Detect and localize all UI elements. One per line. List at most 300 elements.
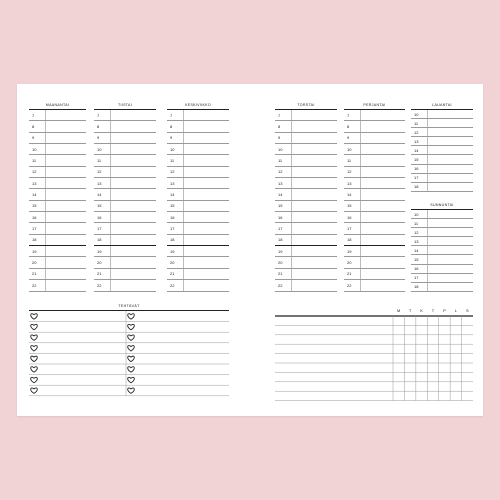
heart-checkbox-icon[interactable] — [31, 377, 38, 382]
row-divider — [427, 183, 428, 191]
row-divider — [110, 155, 111, 165]
hour-label: 19 — [32, 248, 37, 254]
hour-row — [344, 178, 405, 189]
hour-row — [411, 219, 473, 228]
hour-label: 8 — [347, 124, 350, 130]
hour-label: 11 — [170, 158, 175, 164]
row-divider — [427, 255, 428, 263]
hour-row — [411, 283, 473, 292]
hour-row — [167, 133, 229, 144]
hour-label: 15 — [170, 203, 175, 209]
hour-row — [94, 121, 156, 132]
row-divider — [45, 246, 46, 256]
hour-label: 19 — [278, 248, 283, 254]
heart-checkbox-icon[interactable] — [128, 324, 135, 329]
hour-label: 12 — [32, 169, 37, 175]
hour-row — [411, 119, 473, 128]
hour-row — [411, 110, 473, 119]
hour-label: 16 — [170, 214, 175, 220]
day-column-thursday — [275, 101, 337, 292]
hour-label: 10 — [414, 111, 419, 117]
hour-row — [167, 189, 229, 200]
hour-row — [94, 155, 156, 166]
hour-row — [167, 269, 229, 280]
planner-sheet — [17, 84, 483, 416]
hour-label: 21 — [97, 271, 102, 277]
row-divider — [360, 110, 361, 120]
row-divider — [45, 201, 46, 211]
heart-checkbox-icon[interactable] — [128, 377, 135, 382]
hour-label: 20 — [347, 260, 352, 266]
row-divider — [45, 133, 46, 143]
hour-row — [275, 167, 337, 178]
hour-label: 7 — [97, 112, 100, 118]
habit-day-label: S — [465, 308, 469, 313]
hour-label: 17 — [32, 226, 37, 232]
hour-row — [167, 257, 229, 268]
day-column-monday — [29, 101, 86, 292]
hour-row — [275, 269, 337, 280]
hour-row — [29, 178, 86, 189]
row-divider — [291, 133, 292, 143]
hour-label: 14 — [414, 147, 419, 153]
hour-row — [344, 201, 405, 212]
day-title: KESKIVIIKKO — [185, 103, 211, 107]
row-divider — [183, 110, 184, 120]
row-divider — [291, 121, 292, 131]
hour-row — [275, 133, 337, 144]
hour-label: 19 — [97, 248, 102, 254]
row-divider — [183, 269, 184, 279]
row-divider — [360, 201, 361, 211]
row-divider — [45, 223, 46, 233]
hour-label: 14 — [32, 192, 37, 198]
hour-label: 15 — [32, 203, 37, 209]
hour-row — [29, 280, 86, 291]
hour-row — [275, 155, 337, 166]
habit-grid — [275, 306, 473, 401]
hour-label: 22 — [32, 282, 37, 288]
hour-row — [344, 155, 405, 166]
row-divider — [110, 178, 111, 188]
day-column-tuesday — [94, 101, 156, 292]
row-divider — [360, 133, 361, 143]
day-title: LAUANTAI — [432, 103, 452, 107]
hour-row — [275, 189, 337, 200]
hour-row — [29, 201, 86, 212]
hour-row — [94, 246, 156, 257]
hour-label: 15 — [414, 257, 419, 263]
row-divider — [291, 144, 292, 154]
hour-label: 22 — [278, 282, 283, 288]
hour-row — [411, 274, 473, 283]
hour-row — [411, 228, 473, 237]
hour-label: 18 — [32, 237, 37, 243]
hour-row — [167, 144, 229, 155]
row-divider — [427, 110, 428, 118]
row-divider — [45, 212, 46, 222]
hour-row — [167, 201, 229, 212]
row-divider — [291, 246, 292, 256]
row-divider — [183, 155, 184, 165]
day-title: TIISTAI — [117, 103, 132, 107]
row-divider — [427, 246, 428, 254]
row-divider — [360, 257, 361, 267]
hour-row — [275, 212, 337, 223]
heart-checkbox-icon[interactable] — [31, 356, 38, 361]
row-divider — [110, 212, 111, 222]
hour-label: 16 — [278, 214, 283, 220]
todo-section — [29, 302, 229, 397]
row-divider — [360, 167, 361, 177]
hour-label: 16 — [414, 166, 419, 172]
row-divider — [110, 280, 111, 290]
hour-label: 13 — [347, 180, 352, 186]
hour-row — [29, 110, 86, 121]
row-divider — [110, 223, 111, 233]
hour-row — [344, 133, 405, 144]
hour-label: 12 — [97, 169, 102, 175]
hour-label: 18 — [347, 237, 352, 243]
hour-label: 20 — [32, 260, 37, 266]
hour-label: 21 — [32, 271, 37, 277]
row-divider — [45, 189, 46, 199]
hour-label: 10 — [414, 211, 419, 217]
hour-row — [344, 110, 405, 121]
hour-row — [411, 155, 473, 164]
heart-checkbox-icon[interactable] — [128, 346, 135, 351]
row-divider — [183, 280, 184, 290]
hour-label: 16 — [347, 214, 352, 220]
hour-label: 14 — [97, 192, 102, 198]
hour-label: 11 — [414, 120, 419, 126]
hour-label: 15 — [414, 157, 419, 163]
heart-checkbox-icon[interactable] — [128, 388, 135, 393]
hour-label: 17 — [347, 226, 352, 232]
hour-label: 17 — [278, 226, 283, 232]
day-column-friday — [344, 101, 405, 292]
heart-checkbox-icon[interactable] — [31, 324, 38, 329]
row-divider — [110, 269, 111, 279]
heart-checkbox-icon[interactable] — [31, 388, 38, 393]
hour-row — [167, 178, 229, 189]
row-divider — [183, 212, 184, 222]
hour-label: 14 — [414, 247, 419, 253]
hour-rows — [411, 210, 473, 292]
hour-label: 8 — [97, 124, 100, 130]
hour-label: 15 — [347, 203, 352, 209]
hour-label: 9 — [347, 135, 350, 141]
row-divider — [360, 121, 361, 131]
row-divider — [427, 128, 428, 136]
row-divider — [291, 235, 292, 245]
hour-label: 12 — [347, 169, 352, 175]
hour-rows — [344, 110, 405, 292]
hour-label: 12 — [170, 169, 175, 175]
row-divider — [427, 237, 428, 245]
hour-label: 18 — [97, 237, 102, 243]
hour-row — [411, 237, 473, 246]
heart-checkbox-icon[interactable] — [128, 367, 135, 372]
hour-label: 8 — [170, 124, 173, 130]
hour-label: 17 — [170, 226, 175, 232]
row-divider — [110, 246, 111, 256]
hour-row — [344, 144, 405, 155]
hour-row — [411, 174, 473, 183]
hour-row — [29, 235, 86, 246]
hour-row — [167, 223, 229, 234]
hour-label: 13 — [414, 238, 419, 244]
row-divider — [45, 110, 46, 120]
row-divider — [110, 189, 111, 199]
hour-label: 21 — [170, 271, 175, 277]
hour-label: 11 — [278, 158, 283, 164]
hour-row — [94, 212, 156, 223]
row-divider — [45, 257, 46, 267]
hour-row — [94, 167, 156, 178]
hour-row — [29, 257, 86, 268]
hour-rows — [275, 110, 337, 292]
hour-label: 8 — [32, 124, 35, 130]
row-divider — [45, 235, 46, 245]
habit-day-label: T — [431, 308, 435, 313]
hour-label: 21 — [278, 271, 283, 277]
hour-row — [94, 189, 156, 200]
row-divider — [183, 144, 184, 154]
row-divider — [291, 178, 292, 188]
row-divider — [110, 144, 111, 154]
row-divider — [360, 189, 361, 199]
row-divider — [45, 167, 46, 177]
hour-row — [411, 165, 473, 174]
heart-checkbox-icon[interactable] — [31, 314, 38, 319]
hour-label: 8 — [278, 124, 281, 130]
hour-label: 10 — [32, 146, 37, 152]
row-divider — [110, 257, 111, 267]
hour-label: 13 — [170, 180, 175, 186]
row-divider — [183, 246, 184, 256]
hour-row — [29, 189, 86, 200]
hour-label: 15 — [97, 203, 102, 209]
hour-row — [344, 167, 405, 178]
hour-row — [167, 167, 229, 178]
heart-checkbox-icon[interactable] — [128, 356, 135, 361]
hour-row — [275, 223, 337, 234]
hour-label: 9 — [97, 135, 100, 141]
hour-label: 21 — [347, 271, 352, 277]
hour-row — [344, 246, 405, 257]
row-divider — [45, 269, 46, 279]
hour-label: 10 — [97, 146, 102, 152]
hour-row — [94, 110, 156, 121]
todo-grid — [29, 311, 229, 397]
row-divider — [427, 210, 428, 218]
row-divider — [360, 235, 361, 245]
row-divider — [360, 178, 361, 188]
hour-label: 13 — [97, 180, 102, 186]
hour-row — [29, 121, 86, 132]
todo-title: TEHTÄVÄT — [118, 304, 140, 308]
hour-row — [411, 246, 473, 255]
row-divider — [427, 137, 428, 145]
day-title: TORSTAI — [297, 103, 315, 107]
hour-row — [29, 246, 86, 257]
hour-row — [275, 110, 337, 121]
hour-row — [94, 235, 156, 246]
hour-label: 17 — [414, 175, 419, 181]
hour-label: 18 — [414, 284, 419, 290]
row-divider — [427, 165, 428, 173]
day-column-wednesday — [167, 101, 229, 292]
row-divider — [360, 212, 361, 222]
hour-row — [411, 265, 473, 274]
hour-row — [29, 144, 86, 155]
hour-row — [167, 280, 229, 291]
hour-label: 9 — [170, 135, 173, 141]
row-divider — [291, 167, 292, 177]
hour-row — [275, 280, 337, 291]
hour-row — [344, 189, 405, 200]
hour-label: 19 — [170, 248, 175, 254]
hour-row — [29, 212, 86, 223]
row-divider — [360, 280, 361, 290]
habit-tracker — [275, 306, 473, 401]
hour-label: 20 — [170, 260, 175, 266]
row-divider — [360, 144, 361, 154]
hour-row — [29, 133, 86, 144]
hour-row — [94, 280, 156, 291]
todo-rows — [29, 311, 229, 397]
hour-label: 7 — [278, 112, 281, 118]
row-divider — [291, 189, 292, 199]
row-divider — [110, 201, 111, 211]
row-divider — [291, 201, 292, 211]
row-divider — [183, 133, 184, 143]
hour-label: 14 — [170, 192, 175, 198]
hour-row — [167, 121, 229, 132]
row-divider — [45, 121, 46, 131]
day-title: MAANANTAI — [45, 103, 70, 107]
hour-row — [344, 121, 405, 132]
hour-row — [167, 110, 229, 121]
hour-label: 11 — [347, 158, 352, 164]
row-divider — [45, 155, 46, 165]
day-title: PERJANTAI — [363, 103, 386, 107]
hour-label: 15 — [278, 203, 283, 209]
hour-row — [275, 121, 337, 132]
hour-label: 13 — [414, 138, 419, 144]
row-divider — [110, 235, 111, 245]
day-column-saturday — [411, 101, 473, 192]
row-divider — [291, 280, 292, 290]
heart-checkbox-icon[interactable] — [128, 335, 135, 340]
row-divider — [360, 246, 361, 256]
hour-row — [275, 246, 337, 257]
row-divider — [427, 283, 428, 291]
hour-rows — [411, 110, 473, 192]
hour-label: 9 — [278, 135, 281, 141]
hour-row — [275, 201, 337, 212]
hour-row — [167, 235, 229, 246]
hour-row — [411, 128, 473, 137]
hour-label: 22 — [347, 282, 352, 288]
heart-checkbox-icon[interactable] — [31, 367, 38, 372]
hour-label: 17 — [97, 226, 102, 232]
row-divider — [183, 178, 184, 188]
hour-row — [411, 210, 473, 219]
row-divider — [291, 212, 292, 222]
hour-label: 16 — [97, 214, 102, 220]
hour-row — [94, 178, 156, 189]
hour-label: 14 — [347, 192, 352, 198]
hour-label: 10 — [347, 146, 352, 152]
day-title: SUNNUNTAI — [430, 203, 454, 207]
hour-label: 16 — [32, 214, 37, 220]
hour-label: 7 — [170, 112, 173, 118]
hour-row — [275, 235, 337, 246]
hour-row — [94, 257, 156, 268]
row-divider — [183, 167, 184, 177]
hour-row — [29, 155, 86, 166]
hour-row — [344, 235, 405, 246]
hour-label: 19 — [347, 248, 352, 254]
hour-label: 18 — [278, 237, 283, 243]
row-divider — [360, 269, 361, 279]
hour-rows — [29, 110, 86, 292]
row-divider — [110, 167, 111, 177]
habit-day-label: L — [454, 308, 457, 313]
habit-day-label: P — [443, 308, 446, 313]
heart-checkbox-icon[interactable] — [128, 314, 135, 319]
row-divider — [183, 223, 184, 233]
hour-row — [167, 212, 229, 223]
row-divider — [427, 155, 428, 163]
hour-row — [94, 223, 156, 234]
row-divider — [427, 265, 428, 273]
hour-row — [94, 133, 156, 144]
hour-row — [344, 257, 405, 268]
row-divider — [45, 280, 46, 290]
row-divider — [45, 144, 46, 154]
hour-label: 18 — [414, 184, 419, 190]
hour-label: 7 — [32, 112, 35, 118]
heart-checkbox-icon[interactable] — [31, 346, 38, 351]
hour-row — [167, 246, 229, 257]
row-divider — [183, 257, 184, 267]
row-divider — [110, 110, 111, 120]
row-divider — [183, 235, 184, 245]
row-divider — [427, 174, 428, 182]
hour-row — [344, 223, 405, 234]
row-divider — [291, 110, 292, 120]
hour-label: 12 — [414, 129, 419, 135]
hour-row — [94, 144, 156, 155]
heart-checkbox-icon[interactable] — [31, 335, 38, 340]
hour-row — [344, 280, 405, 291]
hour-row — [275, 178, 337, 189]
hour-label: 20 — [278, 260, 283, 266]
row-divider — [360, 155, 361, 165]
row-divider — [360, 223, 361, 233]
row-divider — [427, 146, 428, 154]
row-divider — [427, 219, 428, 227]
row-divider — [427, 228, 428, 236]
hour-row — [411, 183, 473, 192]
habit-day-label: K — [420, 308, 423, 313]
hour-label: 9 — [32, 135, 35, 141]
row-divider — [291, 223, 292, 233]
hour-rows — [167, 110, 229, 292]
